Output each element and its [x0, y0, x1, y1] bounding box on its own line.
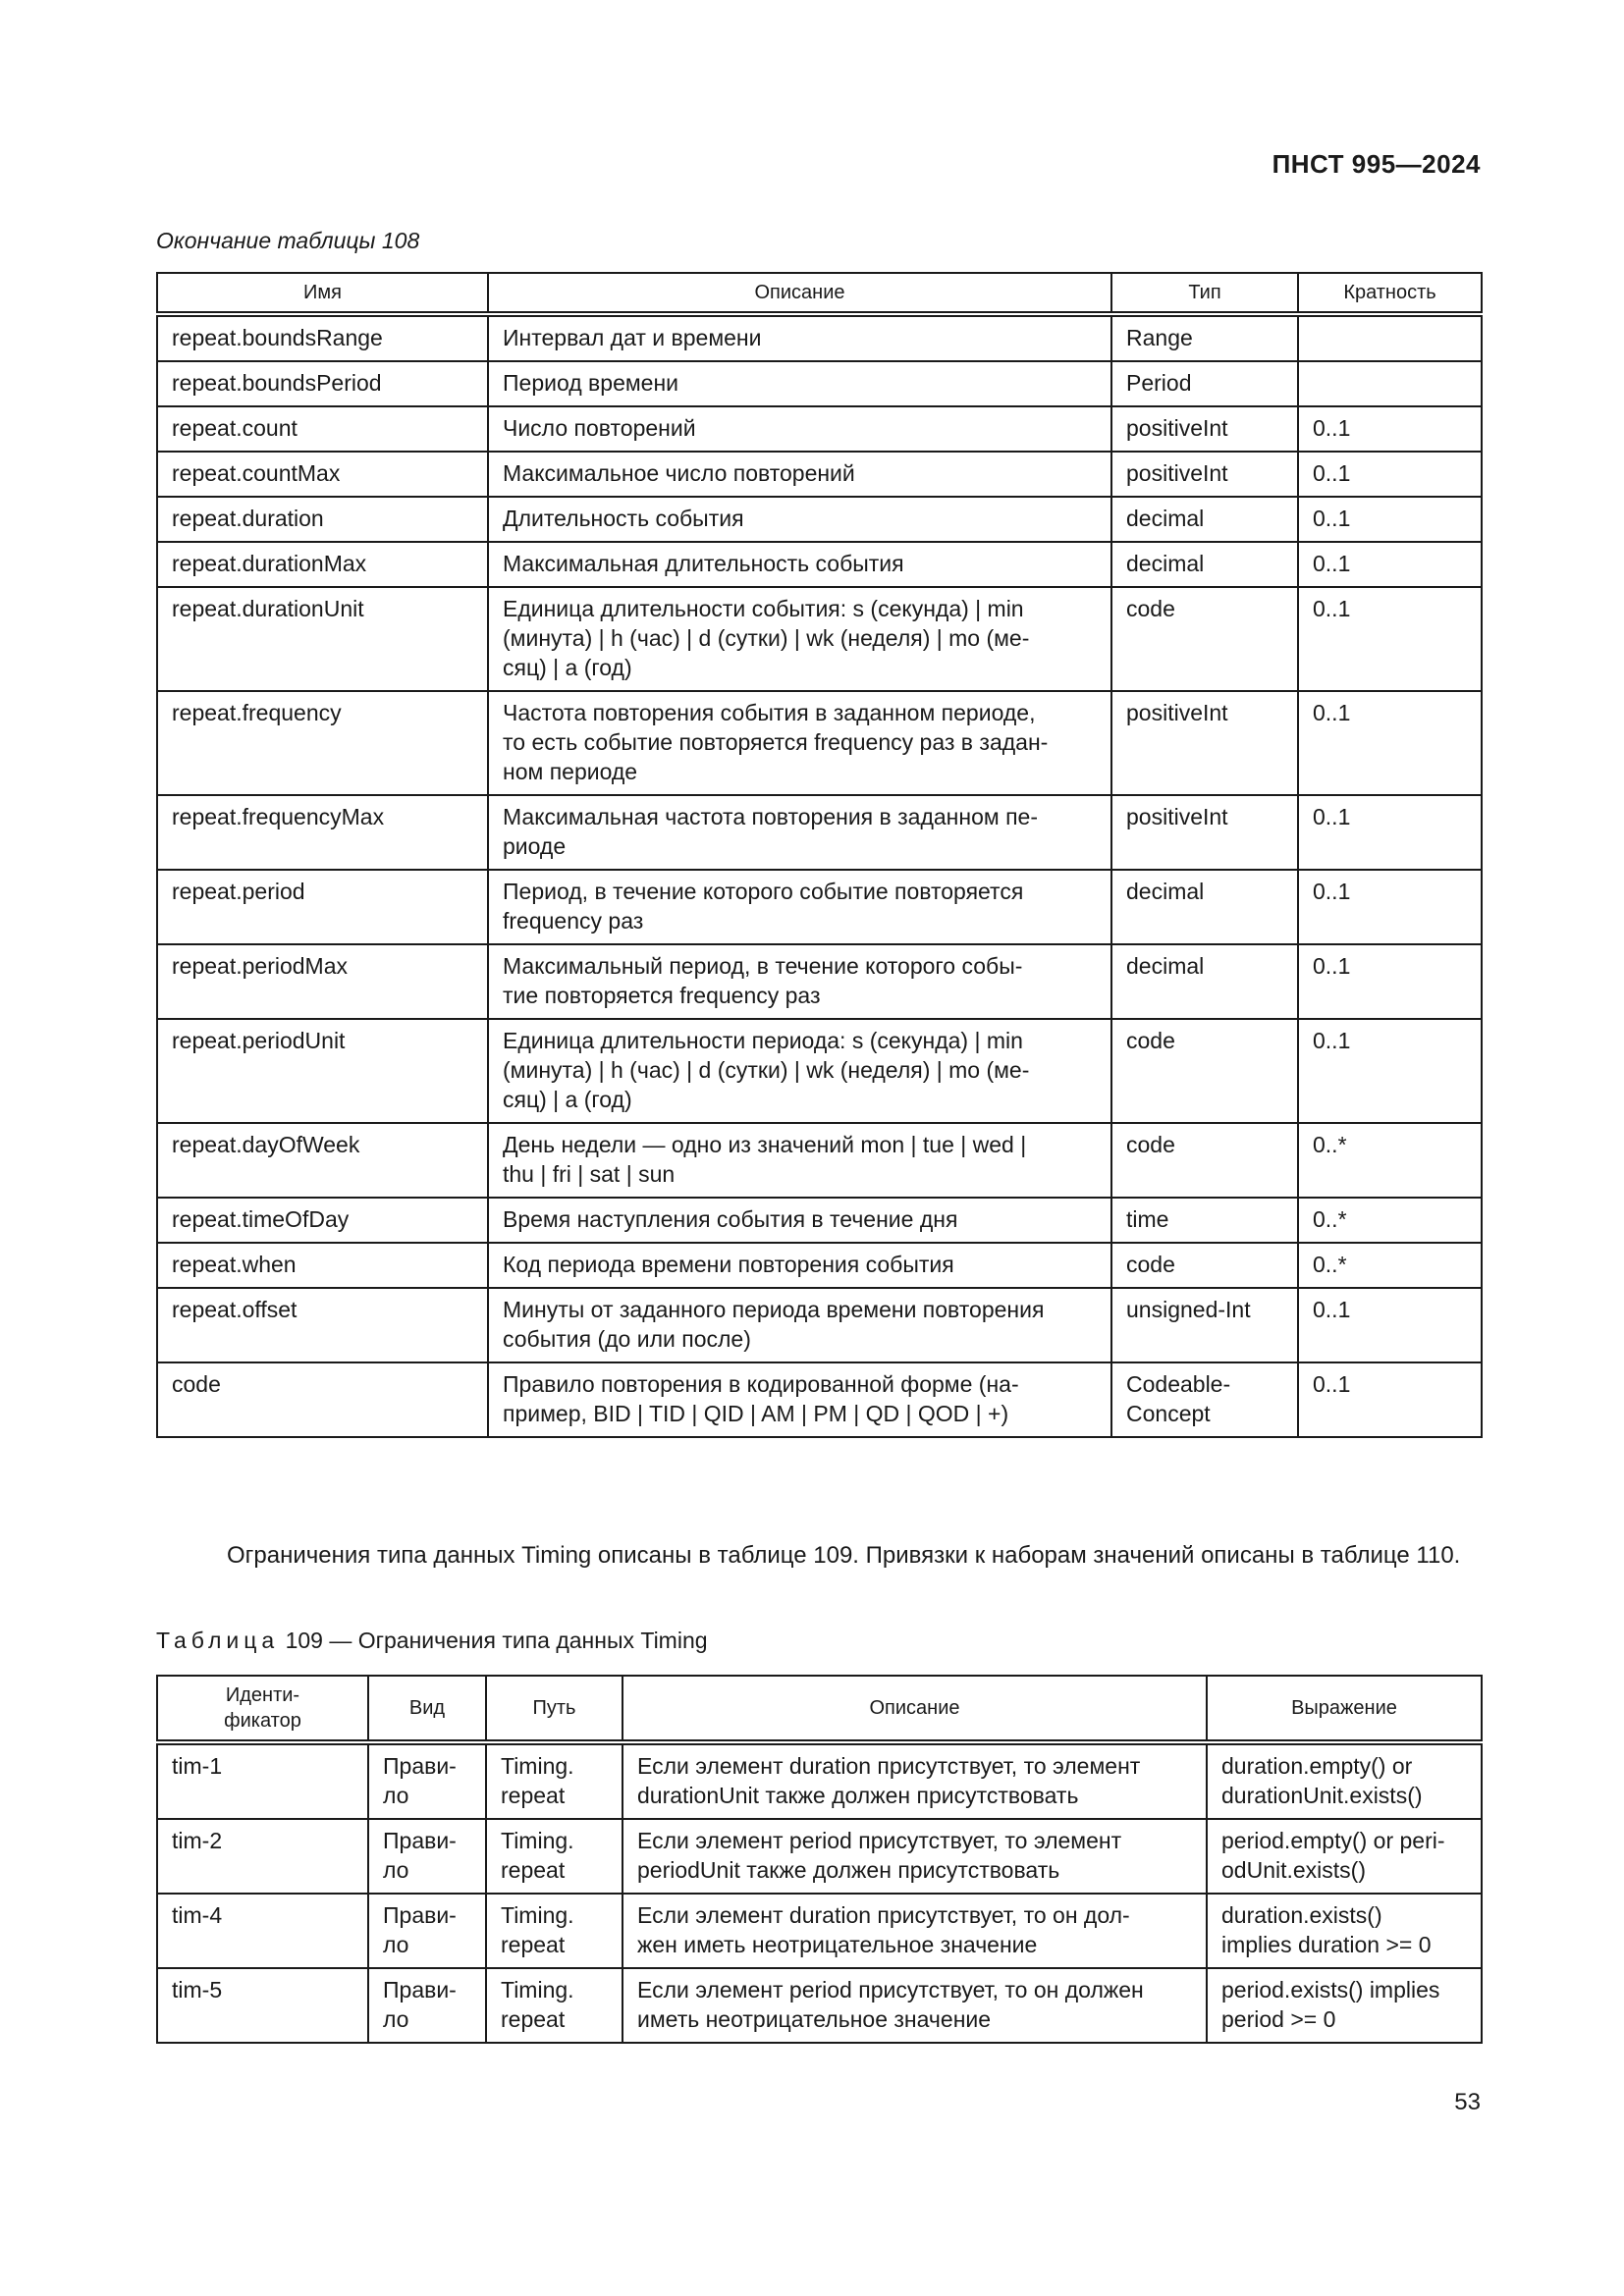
table-row: [157, 1243, 1482, 1288]
cell-cardinality: 0..*: [1298, 1198, 1482, 1243]
caption-title: 109 — Ограничения типа данных Timing: [279, 1628, 708, 1653]
cell-type: code: [1111, 1019, 1298, 1123]
cell-name: repeat.count: [157, 406, 488, 452]
table-109: [156, 1675, 1483, 2044]
table-row: [157, 587, 1482, 691]
cell-name: repeat.boundsPeriod: [157, 361, 488, 406]
table-row: [157, 870, 1482, 944]
cell-type: code: [1111, 1123, 1298, 1198]
table-row: [157, 406, 1482, 452]
cell-cardinality: [1298, 361, 1482, 406]
table-row: [157, 1968, 1482, 2043]
cell-kind: Прави- ло: [368, 1819, 486, 1894]
cell-description: День недели — одно из значений mon | tue | wed | thu | fri | sat | sun: [488, 1123, 1111, 1198]
cell-kind: Прави- ло: [368, 1894, 486, 1968]
cell-name: repeat.countMax: [157, 452, 488, 497]
cell-name: repeat.periodMax: [157, 944, 488, 1019]
table-row: [157, 1894, 1482, 1968]
cell-path: Timing. repeat: [486, 1742, 623, 1819]
cell-description: Единица длительности события: s (секунда) | min (минута) | h (час) | d (сутки) | wk (неделя) | mo (ме- сяц) | a (год): [488, 587, 1111, 691]
cell-type: positiveInt: [1111, 452, 1298, 497]
cell-cardinality: 0..1: [1298, 870, 1482, 944]
cell-type: positiveInt: [1111, 691, 1298, 795]
cell-expression: duration.exists() implies duration >= 0: [1207, 1894, 1482, 1968]
table-row: [157, 1819, 1482, 1894]
cell-expression: period.exists() implies period >= 0: [1207, 1968, 1482, 2043]
cell-name: repeat.durationUnit: [157, 587, 488, 691]
cell-identifier: tim-2: [157, 1819, 368, 1894]
table-header-row: [157, 1676, 1482, 1742]
cell-description: Интервал дат и времени: [488, 314, 1111, 361]
cell-expression: period.empty() or peri- odUnit.exists(): [1207, 1819, 1482, 1894]
cell-path: Timing. repeat: [486, 1819, 623, 1894]
cell-cardinality: [1298, 314, 1482, 361]
column-header-expression: Выражение: [1207, 1676, 1482, 1742]
table-row: [157, 1742, 1482, 1819]
document-code: ПНСТ 995—2024: [1272, 149, 1481, 179]
cell-description: Период, в течение которого событие повторяется frequency раз: [488, 870, 1111, 944]
body-paragraph: Ограничения типа данных Timing описаны в таблице 109. Привязки к наборам значений описаны в таблице 110.: [227, 1542, 1461, 1569]
cell-description: Минуты от заданного периода времени повторения события (до или после): [488, 1288, 1111, 1362]
column-header-identifier: Иденти- фикатор: [157, 1676, 368, 1742]
cell-description: Максимальная частота повторения в заданном пе- риоде: [488, 795, 1111, 870]
cell-type: code: [1111, 587, 1298, 691]
cell-cardinality: 0..1: [1298, 691, 1482, 795]
cell-description: Если элемент period присутствует, то он должен иметь неотрицательное значение: [623, 1968, 1207, 2043]
cell-name: repeat.period: [157, 870, 488, 944]
cell-kind: Прави- ло: [368, 1742, 486, 1819]
table-row: [157, 452, 1482, 497]
table-row: [157, 1019, 1482, 1123]
cell-description: Если элемент period присутствует, то элемент periodUnit также должен присутствовать: [623, 1819, 1207, 1894]
cell-name: repeat.timeOfDay: [157, 1198, 488, 1243]
table-header-row: [157, 273, 1482, 314]
cell-description: Время наступления события в течение дня: [488, 1198, 1111, 1243]
cell-cardinality: 0..1: [1298, 795, 1482, 870]
table-row: [157, 944, 1482, 1019]
cell-type: code: [1111, 1243, 1298, 1288]
cell-type: unsigned-Int: [1111, 1288, 1298, 1362]
table-row: [157, 1198, 1482, 1243]
cell-type: Codeable- Concept: [1111, 1362, 1298, 1437]
table-row: [157, 795, 1482, 870]
cell-type: time: [1111, 1198, 1298, 1243]
cell-identifier: tim-5: [157, 1968, 368, 2043]
cell-type: decimal: [1111, 497, 1298, 542]
table-row: [157, 1288, 1482, 1362]
cell-path: Timing. repeat: [486, 1968, 623, 2043]
cell-cardinality: 0..1: [1298, 1288, 1482, 1362]
table-row: [157, 361, 1482, 406]
cell-description: Период времени: [488, 361, 1111, 406]
table-108-caption: Окончание таблицы 108: [156, 228, 420, 253]
table-row: [157, 1123, 1482, 1198]
cell-name: repeat.durationMax: [157, 542, 488, 587]
cell-description: Если элемент duration присутствует, то элемент durationUnit также должен присутствовать: [623, 1742, 1207, 1819]
cell-description: Длительность события: [488, 497, 1111, 542]
cell-name: repeat.frequency: [157, 691, 488, 795]
table-row: [157, 1362, 1482, 1437]
table-109-caption: [156, 1628, 708, 1654]
cell-description: Максимальный период, в течение которого собы- тие повторяется frequency раз: [488, 944, 1111, 1019]
cell-type: decimal: [1111, 542, 1298, 587]
cell-name: repeat.dayOfWeek: [157, 1123, 488, 1198]
cell-name: code: [157, 1362, 488, 1437]
cell-name: repeat.when: [157, 1243, 488, 1288]
cell-cardinality: 0..1: [1298, 497, 1482, 542]
cell-kind: Прави- ло: [368, 1968, 486, 2043]
cell-description: Максимальное число повторений: [488, 452, 1111, 497]
cell-type: positiveInt: [1111, 406, 1298, 452]
cell-cardinality: 0..1: [1298, 1019, 1482, 1123]
column-header-name: Имя: [157, 273, 488, 314]
caption-prefix: Таблица: [156, 1628, 280, 1653]
table-row: [157, 314, 1482, 361]
cell-cardinality: 0..1: [1298, 542, 1482, 587]
page-number: 53: [1454, 2089, 1481, 2115]
column-header-path: Путь: [486, 1676, 623, 1742]
cell-type: decimal: [1111, 944, 1298, 1019]
cell-name: repeat.periodUnit: [157, 1019, 488, 1123]
cell-name: repeat.offset: [157, 1288, 488, 1362]
cell-type: Period: [1111, 361, 1298, 406]
column-header-type: Тип: [1111, 273, 1298, 314]
cell-description: Максимальная длительность события: [488, 542, 1111, 587]
cell-cardinality: 0..1: [1298, 452, 1482, 497]
cell-path: Timing. repeat: [486, 1894, 623, 1968]
cell-description: Частота повторения события в заданном периоде, то есть событие повторяется frequency раз в задан- ном периоде: [488, 691, 1111, 795]
cell-cardinality: 0..*: [1298, 1123, 1482, 1198]
cell-cardinality: 0..1: [1298, 1362, 1482, 1437]
cell-description: Число повторений: [488, 406, 1111, 452]
cell-type: decimal: [1111, 870, 1298, 944]
column-header-kind: Вид: [368, 1676, 486, 1742]
cell-name: repeat.boundsRange: [157, 314, 488, 361]
cell-description: Правило повторения в кодированной форме (на- пример, BID | TID | QID | AM | PM | QD | QOD | +): [488, 1362, 1111, 1437]
column-header-description: Описание: [623, 1676, 1207, 1742]
cell-name: repeat.frequencyMax: [157, 795, 488, 870]
cell-name: repeat.duration: [157, 497, 488, 542]
cell-description: Единица длительности периода: s (секунда) | min (минута) | h (час) | d (сутки) | wk (неделя) | mo (ме- сяц) | a (год): [488, 1019, 1111, 1123]
table-row: [157, 497, 1482, 542]
column-header-cardinality: Кратность: [1298, 273, 1482, 314]
table-row: [157, 691, 1482, 795]
cell-type: positiveInt: [1111, 795, 1298, 870]
cell-description: Код периода времени повторения события: [488, 1243, 1111, 1288]
cell-identifier: tim-4: [157, 1894, 368, 1968]
table-108: [156, 272, 1483, 1438]
cell-identifier: tim-1: [157, 1742, 368, 1819]
table-row: [157, 542, 1482, 587]
cell-expression: duration.empty() or durationUnit.exists(): [1207, 1742, 1482, 1819]
cell-cardinality: 0..1: [1298, 944, 1482, 1019]
cell-cardinality: 0..*: [1298, 1243, 1482, 1288]
cell-cardinality: 0..1: [1298, 587, 1482, 691]
cell-type: Range: [1111, 314, 1298, 361]
column-header-description: Описание: [488, 273, 1111, 314]
cell-description: Если элемент duration присутствует, то он дол- жен иметь неотрицательное значение: [623, 1894, 1207, 1968]
cell-cardinality: 0..1: [1298, 406, 1482, 452]
